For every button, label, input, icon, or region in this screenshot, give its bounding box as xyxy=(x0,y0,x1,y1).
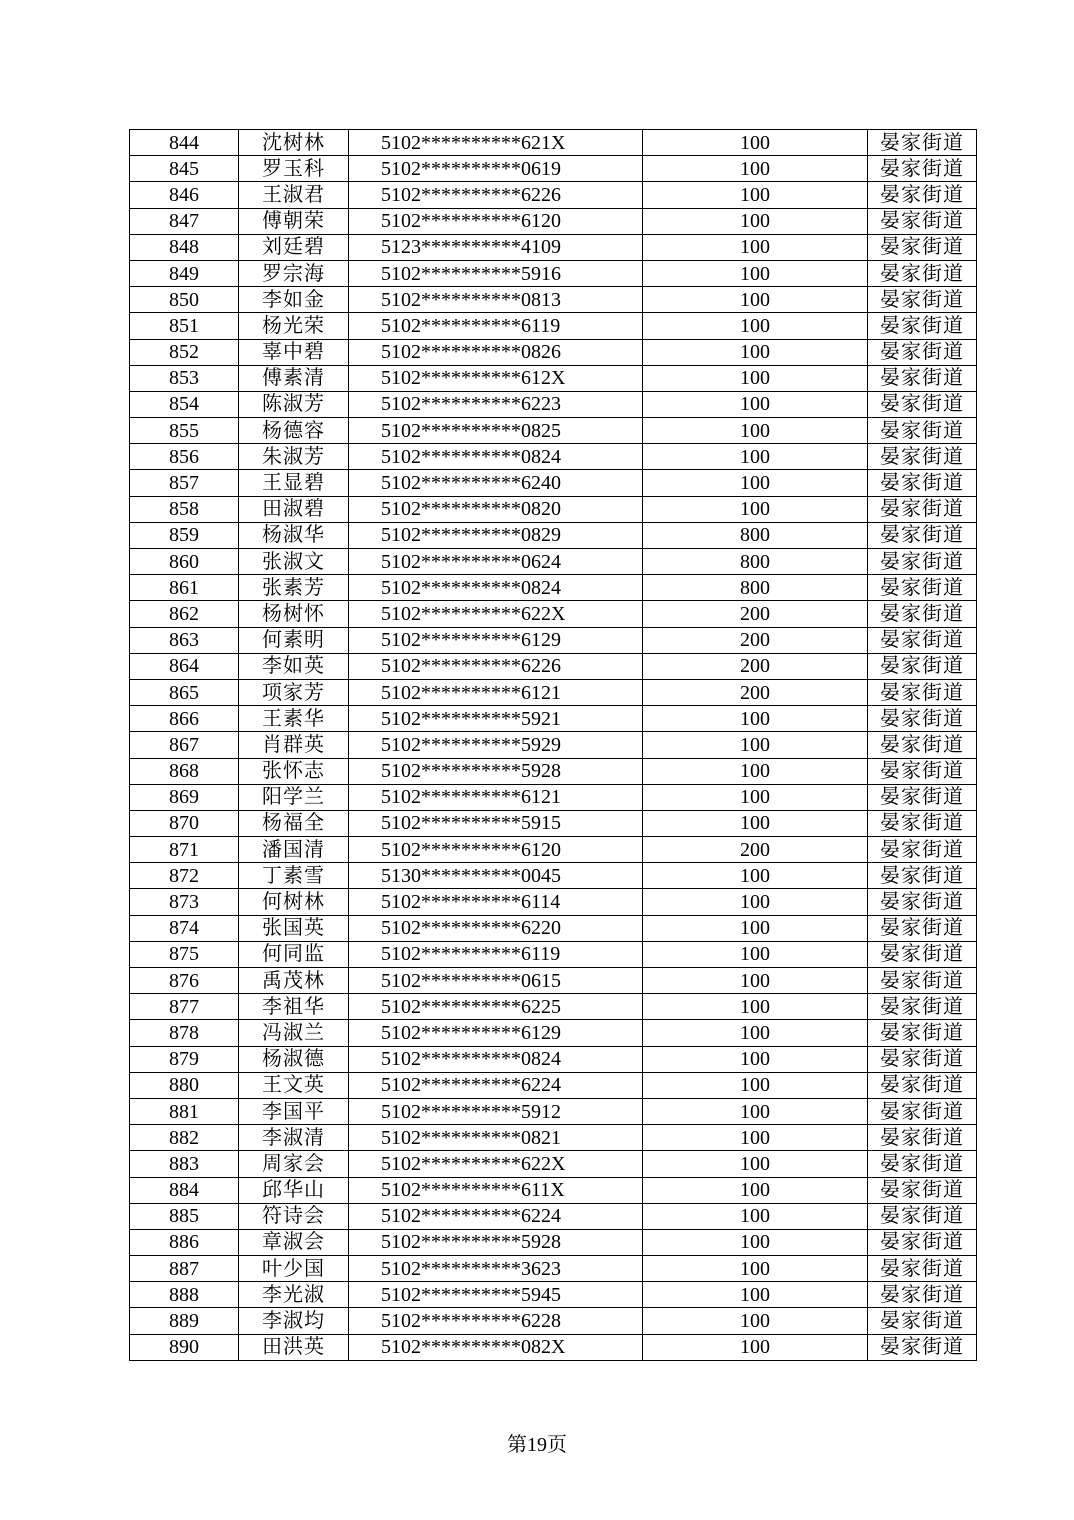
cell-name: 王素华 xyxy=(239,706,349,732)
cell-area: 晏家街道 xyxy=(868,889,977,915)
cell-id-number: 5102**********6223 xyxy=(349,391,643,417)
cell-area: 晏家街道 xyxy=(868,208,977,234)
cell-id-number: 5102**********0820 xyxy=(349,496,643,522)
cell-amount: 100 xyxy=(643,156,868,182)
cell-area: 晏家街道 xyxy=(868,706,977,732)
cell-area: 晏家街道 xyxy=(868,1020,977,1046)
cell-area: 晏家街道 xyxy=(868,260,977,286)
cell-amount: 100 xyxy=(643,339,868,365)
cell-number: 878 xyxy=(130,1020,239,1046)
cell-number: 849 xyxy=(130,260,239,286)
cell-amount: 200 xyxy=(643,601,868,627)
cell-number: 884 xyxy=(130,1177,239,1203)
cell-id-number: 5102**********5928 xyxy=(349,1229,643,1255)
cell-number: 876 xyxy=(130,968,239,994)
cell-number: 882 xyxy=(130,1125,239,1151)
table-row xyxy=(130,1229,977,1255)
table-row xyxy=(130,575,977,601)
cell-area: 晏家街道 xyxy=(868,156,977,182)
cell-amount: 100 xyxy=(643,444,868,470)
cell-amount: 100 xyxy=(643,470,868,496)
table-row xyxy=(130,1203,977,1229)
cell-number: 879 xyxy=(130,1046,239,1072)
table-row xyxy=(130,601,977,627)
cell-number: 886 xyxy=(130,1229,239,1255)
cell-id-number: 5102**********6225 xyxy=(349,994,643,1020)
cell-area: 晏家街道 xyxy=(868,391,977,417)
table-row xyxy=(130,627,977,653)
cell-number: 865 xyxy=(130,679,239,705)
cell-id-number: 5102**********6129 xyxy=(349,1020,643,1046)
table-row xyxy=(130,889,977,915)
cell-number: 860 xyxy=(130,549,239,575)
cell-amount: 100 xyxy=(643,1256,868,1282)
cell-name: 冯淑兰 xyxy=(239,1020,349,1046)
cell-amount: 100 xyxy=(643,1046,868,1072)
cell-area: 晏家街道 xyxy=(868,732,977,758)
cell-number: 881 xyxy=(130,1098,239,1124)
table-row xyxy=(130,287,977,313)
table-row xyxy=(130,156,977,182)
table-row xyxy=(130,1046,977,1072)
cell-id-number: 5102**********6120 xyxy=(349,208,643,234)
table-row xyxy=(130,339,977,365)
cell-area: 晏家街道 xyxy=(868,575,977,601)
cell-area: 晏家街道 xyxy=(868,915,977,941)
cell-area: 晏家街道 xyxy=(868,444,977,470)
cell-name: 项家芳 xyxy=(239,679,349,705)
cell-name: 辜中碧 xyxy=(239,339,349,365)
cell-id-number: 5102**********5912 xyxy=(349,1098,643,1124)
cell-amount: 200 xyxy=(643,837,868,863)
cell-amount: 100 xyxy=(643,863,868,889)
cell-number: 851 xyxy=(130,313,239,339)
cell-amount: 200 xyxy=(643,679,868,705)
table-row xyxy=(130,470,977,496)
cell-amount: 100 xyxy=(643,994,868,1020)
cell-id-number: 5102**********5928 xyxy=(349,758,643,784)
cell-area: 晏家街道 xyxy=(868,339,977,365)
cell-number: 844 xyxy=(130,130,239,156)
cell-id-number: 5102**********6114 xyxy=(349,889,643,915)
cell-number: 862 xyxy=(130,601,239,627)
cell-area: 晏家街道 xyxy=(868,130,977,156)
cell-number: 853 xyxy=(130,365,239,391)
cell-id-number: 5102**********0829 xyxy=(349,522,643,548)
cell-amount: 100 xyxy=(643,1151,868,1177)
cell-amount: 100 xyxy=(643,941,868,967)
cell-number: 872 xyxy=(130,863,239,889)
table-body xyxy=(130,130,977,1361)
cell-amount: 100 xyxy=(643,1098,868,1124)
cell-name: 杨淑华 xyxy=(239,522,349,548)
table-row xyxy=(130,941,977,967)
cell-number: 889 xyxy=(130,1308,239,1334)
table-row xyxy=(130,1308,977,1334)
table-row xyxy=(130,1256,977,1282)
cell-name: 王显碧 xyxy=(239,470,349,496)
data-table xyxy=(129,129,977,1361)
table-row xyxy=(130,1177,977,1203)
cell-amount: 100 xyxy=(643,418,868,444)
cell-name: 田洪英 xyxy=(239,1334,349,1360)
cell-number: 873 xyxy=(130,889,239,915)
cell-amount: 100 xyxy=(643,391,868,417)
cell-area: 晏家街道 xyxy=(868,941,977,967)
cell-id-number: 5102**********612X xyxy=(349,365,643,391)
cell-name: 禹茂林 xyxy=(239,968,349,994)
cell-area: 晏家街道 xyxy=(868,758,977,784)
cell-id-number: 5102**********0824 xyxy=(349,1046,643,1072)
cell-name: 杨淑德 xyxy=(239,1046,349,1072)
cell-area: 晏家街道 xyxy=(868,182,977,208)
cell-id-number: 5102**********5929 xyxy=(349,732,643,758)
cell-area: 晏家街道 xyxy=(868,287,977,313)
cell-id-number: 5102**********6240 xyxy=(349,470,643,496)
cell-amount: 100 xyxy=(643,732,868,758)
cell-id-number: 5102**********0615 xyxy=(349,968,643,994)
cell-name: 符诗会 xyxy=(239,1203,349,1229)
cell-amount: 100 xyxy=(643,1177,868,1203)
cell-area: 晏家街道 xyxy=(868,863,977,889)
cell-amount: 100 xyxy=(643,208,868,234)
cell-amount: 100 xyxy=(643,784,868,810)
cell-name: 何同监 xyxy=(239,941,349,967)
cell-number: 850 xyxy=(130,287,239,313)
cell-id-number: 5102**********6228 xyxy=(349,1308,643,1334)
cell-area: 晏家街道 xyxy=(868,968,977,994)
cell-number: 863 xyxy=(130,627,239,653)
table-row xyxy=(130,1334,977,1360)
cell-amount: 200 xyxy=(643,627,868,653)
table-row xyxy=(130,444,977,470)
cell-name: 朱淑芳 xyxy=(239,444,349,470)
cell-id-number: 5102**********611X xyxy=(349,1177,643,1203)
table-row xyxy=(130,863,977,889)
cell-area: 晏家街道 xyxy=(868,1125,977,1151)
cell-amount: 100 xyxy=(643,968,868,994)
cell-area: 晏家街道 xyxy=(868,1177,977,1203)
cell-amount: 100 xyxy=(643,1282,868,1308)
cell-area: 晏家街道 xyxy=(868,627,977,653)
table-row xyxy=(130,758,977,784)
cell-area: 晏家街道 xyxy=(868,549,977,575)
cell-amount: 100 xyxy=(643,1072,868,1098)
cell-name: 潘国清 xyxy=(239,837,349,863)
table-row xyxy=(130,208,977,234)
cell-number: 845 xyxy=(130,156,239,182)
cell-amount: 100 xyxy=(643,313,868,339)
cell-area: 晏家街道 xyxy=(868,784,977,810)
cell-number: 856 xyxy=(130,444,239,470)
cell-name: 李如金 xyxy=(239,287,349,313)
cell-name: 李淑均 xyxy=(239,1308,349,1334)
table-row xyxy=(130,1282,977,1308)
cell-amount: 100 xyxy=(643,182,868,208)
cell-amount: 800 xyxy=(643,575,868,601)
cell-name: 李如英 xyxy=(239,653,349,679)
cell-name: 张国英 xyxy=(239,915,349,941)
cell-amount: 100 xyxy=(643,706,868,732)
cell-amount: 100 xyxy=(643,1308,868,1334)
cell-number: 855 xyxy=(130,418,239,444)
table-row xyxy=(130,968,977,994)
cell-name: 张素芳 xyxy=(239,575,349,601)
cell-number: 887 xyxy=(130,1256,239,1282)
cell-amount: 100 xyxy=(643,496,868,522)
cell-number: 868 xyxy=(130,758,239,784)
cell-number: 874 xyxy=(130,915,239,941)
cell-id-number: 5102**********3623 xyxy=(349,1256,643,1282)
cell-name: 傅素清 xyxy=(239,365,349,391)
cell-area: 晏家街道 xyxy=(868,1256,977,1282)
cell-id-number: 5130**********0045 xyxy=(349,863,643,889)
table-row xyxy=(130,784,977,810)
cell-area: 晏家街道 xyxy=(868,1282,977,1308)
cell-name: 杨福全 xyxy=(239,810,349,836)
cell-number: 857 xyxy=(130,470,239,496)
cell-name: 何素明 xyxy=(239,627,349,653)
table-row xyxy=(130,1151,977,1177)
cell-area: 晏家街道 xyxy=(868,470,977,496)
cell-amount: 100 xyxy=(643,1334,868,1360)
cell-id-number: 5123**********4109 xyxy=(349,234,643,260)
cell-area: 晏家街道 xyxy=(868,653,977,679)
cell-number: 866 xyxy=(130,706,239,732)
cell-amount: 100 xyxy=(643,1229,868,1255)
page-number: 第19页 xyxy=(507,1434,567,1456)
cell-amount: 100 xyxy=(643,365,868,391)
table-row xyxy=(130,810,977,836)
cell-area: 晏家街道 xyxy=(868,1046,977,1072)
cell-number: 846 xyxy=(130,182,239,208)
cell-id-number: 5102**********6224 xyxy=(349,1203,643,1229)
cell-name: 杨光荣 xyxy=(239,313,349,339)
table-row xyxy=(130,418,977,444)
cell-area: 晏家街道 xyxy=(868,1229,977,1255)
table-row xyxy=(130,549,977,575)
cell-number: 852 xyxy=(130,339,239,365)
table-row xyxy=(130,182,977,208)
cell-name: 邱华山 xyxy=(239,1177,349,1203)
cell-id-number: 5102**********6119 xyxy=(349,313,643,339)
cell-name: 张淑文 xyxy=(239,549,349,575)
cell-id-number: 5102**********0624 xyxy=(349,549,643,575)
cell-area: 晏家街道 xyxy=(868,837,977,863)
cell-area: 晏家街道 xyxy=(868,365,977,391)
cell-number: 861 xyxy=(130,575,239,601)
table-row xyxy=(130,1125,977,1151)
cell-name: 傅朝荣 xyxy=(239,208,349,234)
cell-area: 晏家街道 xyxy=(868,522,977,548)
cell-amount: 100 xyxy=(643,234,868,260)
cell-area: 晏家街道 xyxy=(868,1098,977,1124)
cell-id-number: 5102**********621X xyxy=(349,130,643,156)
cell-id-number: 5102**********622X xyxy=(349,1151,643,1177)
cell-number: 869 xyxy=(130,784,239,810)
cell-amount: 800 xyxy=(643,522,868,548)
cell-amount: 100 xyxy=(643,810,868,836)
cell-amount: 100 xyxy=(643,1125,868,1151)
cell-amount: 100 xyxy=(643,130,868,156)
table-row xyxy=(130,706,977,732)
cell-name: 叶少国 xyxy=(239,1256,349,1282)
table-row xyxy=(130,234,977,260)
cell-id-number: 5102**********5915 xyxy=(349,810,643,836)
cell-name: 罗宗海 xyxy=(239,260,349,286)
cell-number: 883 xyxy=(130,1151,239,1177)
cell-number: 877 xyxy=(130,994,239,1020)
table-row xyxy=(130,313,977,339)
table-row xyxy=(130,522,977,548)
cell-number: 867 xyxy=(130,732,239,758)
table-row xyxy=(130,915,977,941)
cell-name: 杨德容 xyxy=(239,418,349,444)
cell-area: 晏家街道 xyxy=(868,1072,977,1098)
cell-area: 晏家街道 xyxy=(868,810,977,836)
cell-number: 880 xyxy=(130,1072,239,1098)
cell-id-number: 5102**********6226 xyxy=(349,182,643,208)
table-row xyxy=(130,391,977,417)
cell-id-number: 5102**********6220 xyxy=(349,915,643,941)
cell-number: 890 xyxy=(130,1334,239,1360)
table-row xyxy=(130,1098,977,1124)
cell-id-number: 5102**********622X xyxy=(349,601,643,627)
cell-amount: 100 xyxy=(643,287,868,313)
table-row xyxy=(130,732,977,758)
table-row xyxy=(130,260,977,286)
cell-number: 871 xyxy=(130,837,239,863)
cell-id-number: 5102**********6121 xyxy=(349,679,643,705)
cell-number: 875 xyxy=(130,941,239,967)
cell-name: 王淑君 xyxy=(239,182,349,208)
cell-amount: 100 xyxy=(643,758,868,784)
cell-id-number: 5102**********0619 xyxy=(349,156,643,182)
table-row xyxy=(130,130,977,156)
cell-number: 859 xyxy=(130,522,239,548)
cell-name: 李国平 xyxy=(239,1098,349,1124)
cell-name: 罗玉科 xyxy=(239,156,349,182)
table-row xyxy=(130,365,977,391)
cell-number: 870 xyxy=(130,810,239,836)
cell-name: 张怀志 xyxy=(239,758,349,784)
cell-number: 885 xyxy=(130,1203,239,1229)
cell-area: 晏家街道 xyxy=(868,601,977,627)
table-row xyxy=(130,1072,977,1098)
cell-area: 晏家街道 xyxy=(868,994,977,1020)
cell-name: 李祖华 xyxy=(239,994,349,1020)
cell-number: 854 xyxy=(130,391,239,417)
cell-area: 晏家街道 xyxy=(868,234,977,260)
cell-area: 晏家街道 xyxy=(868,1308,977,1334)
cell-area: 晏家街道 xyxy=(868,418,977,444)
table-row xyxy=(130,837,977,863)
data-table-container xyxy=(129,129,964,1361)
cell-name: 何树林 xyxy=(239,889,349,915)
cell-id-number: 5102**********6129 xyxy=(349,627,643,653)
cell-name: 王文英 xyxy=(239,1072,349,1098)
cell-number: 888 xyxy=(130,1282,239,1308)
table-row xyxy=(130,496,977,522)
cell-area: 晏家街道 xyxy=(868,1151,977,1177)
cell-amount: 100 xyxy=(643,1020,868,1046)
cell-id-number: 5102**********0821 xyxy=(349,1125,643,1151)
cell-name: 李光淑 xyxy=(239,1282,349,1308)
cell-id-number: 5102**********6119 xyxy=(349,941,643,967)
cell-area: 晏家街道 xyxy=(868,313,977,339)
cell-amount: 100 xyxy=(643,915,868,941)
cell-id-number: 5102**********5945 xyxy=(349,1282,643,1308)
cell-id-number: 5102**********6224 xyxy=(349,1072,643,1098)
cell-name: 李淑清 xyxy=(239,1125,349,1151)
cell-area: 晏家街道 xyxy=(868,1203,977,1229)
cell-id-number: 5102**********5921 xyxy=(349,706,643,732)
cell-name: 章淑会 xyxy=(239,1229,349,1255)
cell-name: 杨树怀 xyxy=(239,601,349,627)
table-row xyxy=(130,1020,977,1046)
cell-id-number: 5102**********6226 xyxy=(349,653,643,679)
cell-amount: 100 xyxy=(643,889,868,915)
cell-id-number: 5102**********0824 xyxy=(349,575,643,601)
cell-area: 晏家街道 xyxy=(868,679,977,705)
cell-id-number: 5102**********0825 xyxy=(349,418,643,444)
cell-name: 刘廷碧 xyxy=(239,234,349,260)
cell-amount: 100 xyxy=(643,260,868,286)
cell-id-number: 5102**********0813 xyxy=(349,287,643,313)
cell-area: 晏家街道 xyxy=(868,496,977,522)
cell-id-number: 5102**********0826 xyxy=(349,339,643,365)
cell-id-number: 5102**********6120 xyxy=(349,837,643,863)
cell-id-number: 5102**********082X xyxy=(349,1334,643,1360)
cell-name: 周家会 xyxy=(239,1151,349,1177)
cell-number: 858 xyxy=(130,496,239,522)
cell-name: 陈淑芳 xyxy=(239,391,349,417)
cell-number: 864 xyxy=(130,653,239,679)
cell-amount: 100 xyxy=(643,1203,868,1229)
cell-id-number: 5102**********6121 xyxy=(349,784,643,810)
cell-id-number: 5102**********0824 xyxy=(349,444,643,470)
cell-area: 晏家街道 xyxy=(868,1334,977,1360)
cell-name: 沈树林 xyxy=(239,130,349,156)
cell-number: 848 xyxy=(130,234,239,260)
cell-name: 丁素雪 xyxy=(239,863,349,889)
cell-amount: 800 xyxy=(643,549,868,575)
cell-number: 847 xyxy=(130,208,239,234)
table-row xyxy=(130,994,977,1020)
cell-amount: 200 xyxy=(643,653,868,679)
table-row xyxy=(130,679,977,705)
cell-name: 阳学兰 xyxy=(239,784,349,810)
cell-id-number: 5102**********5916 xyxy=(349,260,643,286)
cell-name: 肖群英 xyxy=(239,732,349,758)
table-row xyxy=(130,653,977,679)
cell-name: 田淑碧 xyxy=(239,496,349,522)
